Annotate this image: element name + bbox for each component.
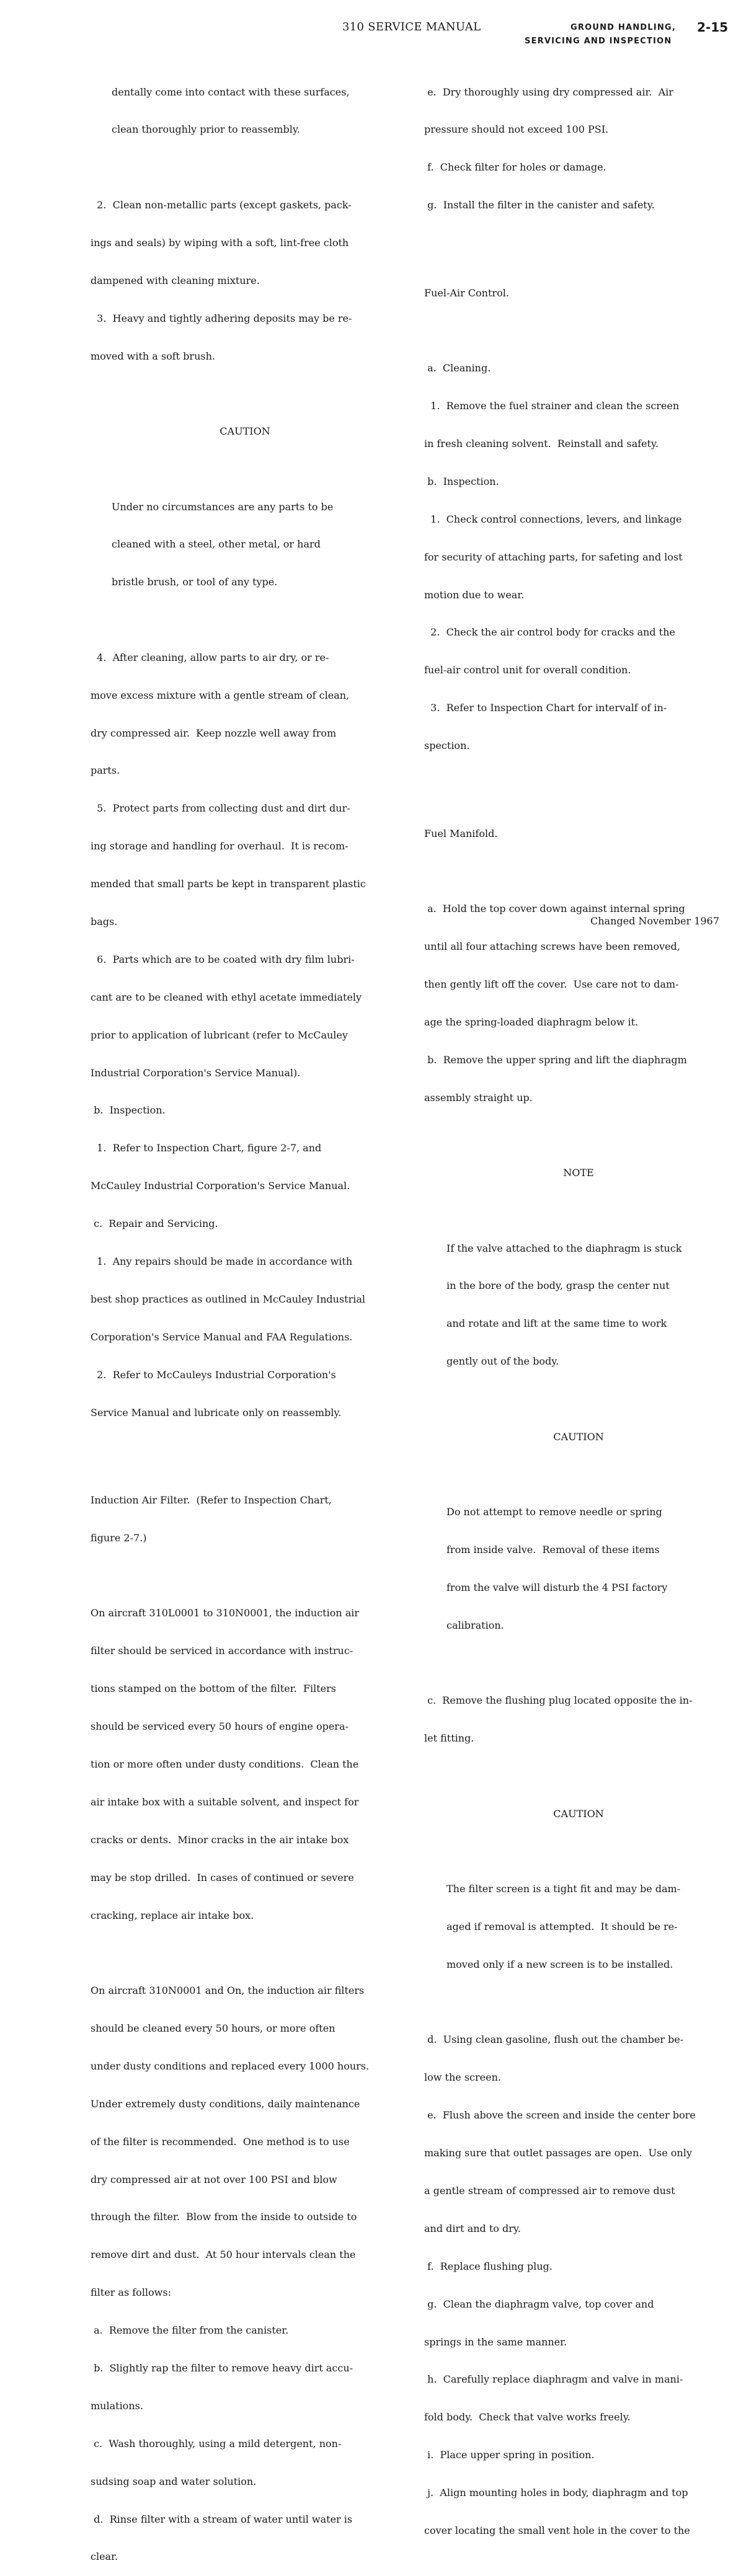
text-line: ings and seals) by wiping with a soft, lint-free cloth [91, 236, 349, 249]
text-line: ing storage and handling for overhaul. It is recom- [91, 840, 349, 852]
text-line: c. Repair and Servicing. [91, 1218, 218, 1230]
text-line: moved with a soft brush. [91, 350, 215, 362]
text-line: a gentle stream of compressed air to remove dust [424, 2185, 675, 2197]
text-line: On aircraft 310L0001 to 310N0001, the induction air [91, 1607, 360, 1619]
text-line: a. Cleaning. [424, 362, 491, 374]
text-line: through the filter. Blow from the inside to outside to [91, 2211, 357, 2223]
text-line: pressure should not exceed 100 PSI. [424, 123, 609, 136]
text-line: b. Slightly rap the filter to remove heavy dirt accu- [91, 2361, 353, 2374]
footer-changed-date: Changed November 1967 [590, 915, 719, 927]
text-line: 1. Any repairs should be made in accordance with [91, 1255, 353, 1268]
text-line: c. Remove the flushing plug located opposite the in- [424, 1694, 693, 1707]
text-line: cracking, replace air intake box. [91, 1909, 254, 1921]
text-line: bags. [91, 916, 118, 927]
text-line: remove dirt and dust. At 50 hour intervals clean the [91, 2249, 356, 2261]
text-line: j. Align mounting holes in body, diaphragm and top [424, 2487, 688, 2499]
text-line: motion due to wear. [424, 588, 525, 601]
note-text: gently out of the body. [446, 1355, 559, 1368]
text-line: then gently lift off the cover. Use care not to dam- [424, 978, 679, 990]
caution-text: bristle brush, or tool of any type. [112, 576, 278, 588]
section-heading-induction-air-filter: Induction Air Filter. (Refer to Inspection Chart, [91, 1494, 332, 1507]
text-line: g. Clean the diaphragm valve, top cover and [424, 2298, 654, 2310]
text-line: move excess mixture with a gentle stream of clean, [91, 689, 350, 701]
caution-text: calibration. [446, 1619, 504, 1631]
text-line: 2. Clean non-metallic parts (except gaskets, pack- [91, 198, 352, 211]
text-line: should be cleaned every 50 hours, or more often [91, 2022, 335, 2034]
text-line: 2. Refer to McCauleys Industrial Corporation's [91, 1368, 336, 1381]
text-line: dry compressed air at not over 100 PSI and blow [91, 2173, 337, 2185]
caution-text: aged if removal is attempted. It should be re- [446, 1921, 678, 1933]
text-line: filter should be serviced in accordance with instruc- [91, 1645, 353, 1657]
text-line: a. Hold the top cover down against internal spring [424, 903, 685, 915]
text-line: 6. Parts which are to be coated with dry film lubri- [91, 953, 355, 965]
section-heading-fuel-air-control: Fuel-Air Control. [424, 286, 509, 299]
text-line: mended that small parts be kept in transparent plastic [91, 878, 366, 890]
text-line: assembly straight up. [424, 1091, 533, 1104]
caution-text: cleaned with a steel, other metal, or hard [112, 538, 321, 551]
caution-text: from inside valve. Removal of these items [446, 1544, 660, 1556]
text-line: dry compressed air. Keep nozzle well away from [91, 727, 337, 739]
text-line: dentally come into contact with these surfaces, [112, 86, 350, 98]
text-line: a. Remove the filter from the canister. [91, 2324, 289, 2337]
text-line: let fitting. [424, 1732, 474, 1745]
caution-text: Do not attempt to remove needle or spring [446, 1506, 662, 1518]
text-line: fuel-air control unit for overall condition. [424, 664, 631, 676]
caution-heading: CAUTION [553, 1430, 604, 1443]
text-line: cant are to be cleaned with ethyl acetate immediately [91, 991, 362, 1003]
caution-text: from the valve will disturb the 4 PSI factory [446, 1581, 668, 1593]
text-line: sudsing soap and water solution. [91, 2475, 257, 2487]
text-line: cracks or dents. Minor cracks in the air intake box [91, 1833, 349, 1846]
note-text: If the valve attached to the diaphragm is stuck [446, 1242, 682, 1254]
text-line: tions stamped on the bottom of the filter. Filters [91, 1683, 336, 1695]
note-text: and rotate and lift at the same time to work [446, 1317, 667, 1330]
note-heading: NOTE [563, 1167, 594, 1179]
text-line: b. Remove the upper spring and lift the diaphragm [424, 1053, 687, 1066]
section-title: GROUND HANDLING, [571, 23, 676, 32]
text-line: clear. [91, 2551, 118, 2563]
text-line: mulations. [91, 2399, 143, 2412]
text-line: clean thoroughly prior to reassembly. [112, 123, 300, 136]
text-line: of the filter is recommended. One method is to use [91, 2135, 350, 2148]
text-line: d. Rinse filter with a stream of water until water is [91, 2513, 353, 2525]
caution-heading: CAUTION [220, 425, 270, 438]
text-line: 4. After cleaning, allow parts to air dry, or re- [91, 651, 329, 663]
text-line: b. Inspection. [424, 475, 499, 487]
caution-text: The filter screen is a tight fit and may be dam- [446, 1883, 681, 1895]
text-line: parts. [91, 764, 120, 777]
caution-text: moved only if a new screen is to be installed. [446, 1958, 673, 1970]
text-line: best shop practices as outlined in McCauley Industrial [91, 1293, 365, 1305]
page-number: 2-15 [697, 20, 729, 35]
text-line: g. Install the filter in the canister and safety. [424, 199, 655, 211]
subsection-title: SERVICING AND INSPECTION [525, 37, 672, 46]
text-line: f. Replace flushing plug. [424, 2260, 553, 2272]
text-line: Corporation's Service Manual and FAA Regulations. [91, 1330, 353, 1343]
text-line: until all four attaching screws have been removed, [424, 941, 680, 952]
text-line: Industrial Corporation's Service Manual). [91, 1066, 301, 1079]
text-line: for security of attaching parts, for safeting and lost [424, 551, 683, 563]
text-line: h. Carefully replace diaphragm and valve in mani- [424, 2373, 683, 2386]
section-heading-fuel-manifold: Fuel Manifold. [424, 827, 498, 839]
text-line: 2. Check the air control body for cracks and the [424, 626, 675, 639]
text-line: f. Check filter for holes or damage. [424, 161, 606, 174]
text-line: tion or more often under dusty conditions. Clean the [91, 1758, 359, 1770]
text-line: 3. Refer to Inspection Chart for intervalf of in- [424, 702, 667, 714]
text-line: age the spring-loaded diaphragm below it. [424, 1016, 639, 1028]
note-text: in the bore of the body, grasp the center nut [446, 1280, 670, 1292]
text-line: filter as follows: [91, 2286, 171, 2299]
text-line: e. Flush above the screen and inside the center bore [424, 2109, 696, 2122]
text-line: should be serviced every 50 hours of engine opera- [91, 1720, 349, 1733]
text-line: making sure that outlet passages are open. Use only [424, 2147, 692, 2159]
text-line: spection. [424, 740, 470, 752]
text-line: in fresh cleaning solvent. Reinstall and safety. [424, 438, 659, 450]
text-line: c. Wash thoroughly, using a mild detergent, non- [91, 2437, 342, 2450]
text-line: On aircraft 310N0001 and On, the induction air filters [91, 1985, 365, 1997]
text-line: figure 2-7.) [91, 1531, 147, 1544]
text-line: 1. Remove the fuel strainer and clean the screen [424, 400, 680, 412]
left-column [91, 61, 399, 2576]
text-line: prior to application of lubricant (refer to McCauley [91, 1029, 348, 1041]
text-line: and dirt and to dry. [424, 2222, 521, 2234]
text-line: i. Place upper spring in position. [424, 2449, 595, 2461]
text-line: 1. Check control connections, levers, and linkage [424, 513, 682, 525]
text-line: d. Using clean gasoline, flush out the chamber be- [424, 2034, 684, 2046]
text-line: air intake box with a suitable solvent, and inspect for [91, 1795, 359, 1808]
text-line: Under extremely dusty conditions, daily maintenance [91, 2097, 360, 2110]
text-line: dampened with cleaning mixture. [91, 274, 260, 286]
text-line: under dusty conditions and replaced every 1000 hours. [91, 2060, 370, 2072]
right-column [424, 61, 733, 2550]
text-line: 1. Refer to Inspection Chart, figure 2-7, and [91, 1142, 322, 1154]
text-line: 3. Heavy and tightly adhering deposits may be re- [91, 312, 352, 324]
text-line: low the screen. [424, 2071, 501, 2084]
caution-heading: CAUTION [553, 1807, 604, 1820]
manual-title: 310 SERVICE MANUAL [342, 20, 481, 33]
text-line: may be stop drilled. In cases of continued or severe [91, 1871, 354, 1883]
text-line: cover locating the small vent hole in the cover to the [424, 2525, 690, 2537]
text-line: springs in the same manner. [424, 2335, 567, 2348]
text-line: Service Manual and lubricate only on reassembly. [91, 1406, 342, 1419]
text-line: 5. Protect parts from collecting dust and dirt dur- [91, 802, 350, 815]
text-line: e. Dry thoroughly using dry compressed air. Air [424, 86, 673, 98]
text-line: McCauley Industrial Corporation's Service Manual. [91, 1180, 350, 1192]
caution-text: Under no circumstances are any parts to be [112, 500, 334, 513]
text-line: fold body. Check that valve works freely. [424, 2411, 631, 2423]
text-line: b. Inspection. [91, 1104, 166, 1117]
